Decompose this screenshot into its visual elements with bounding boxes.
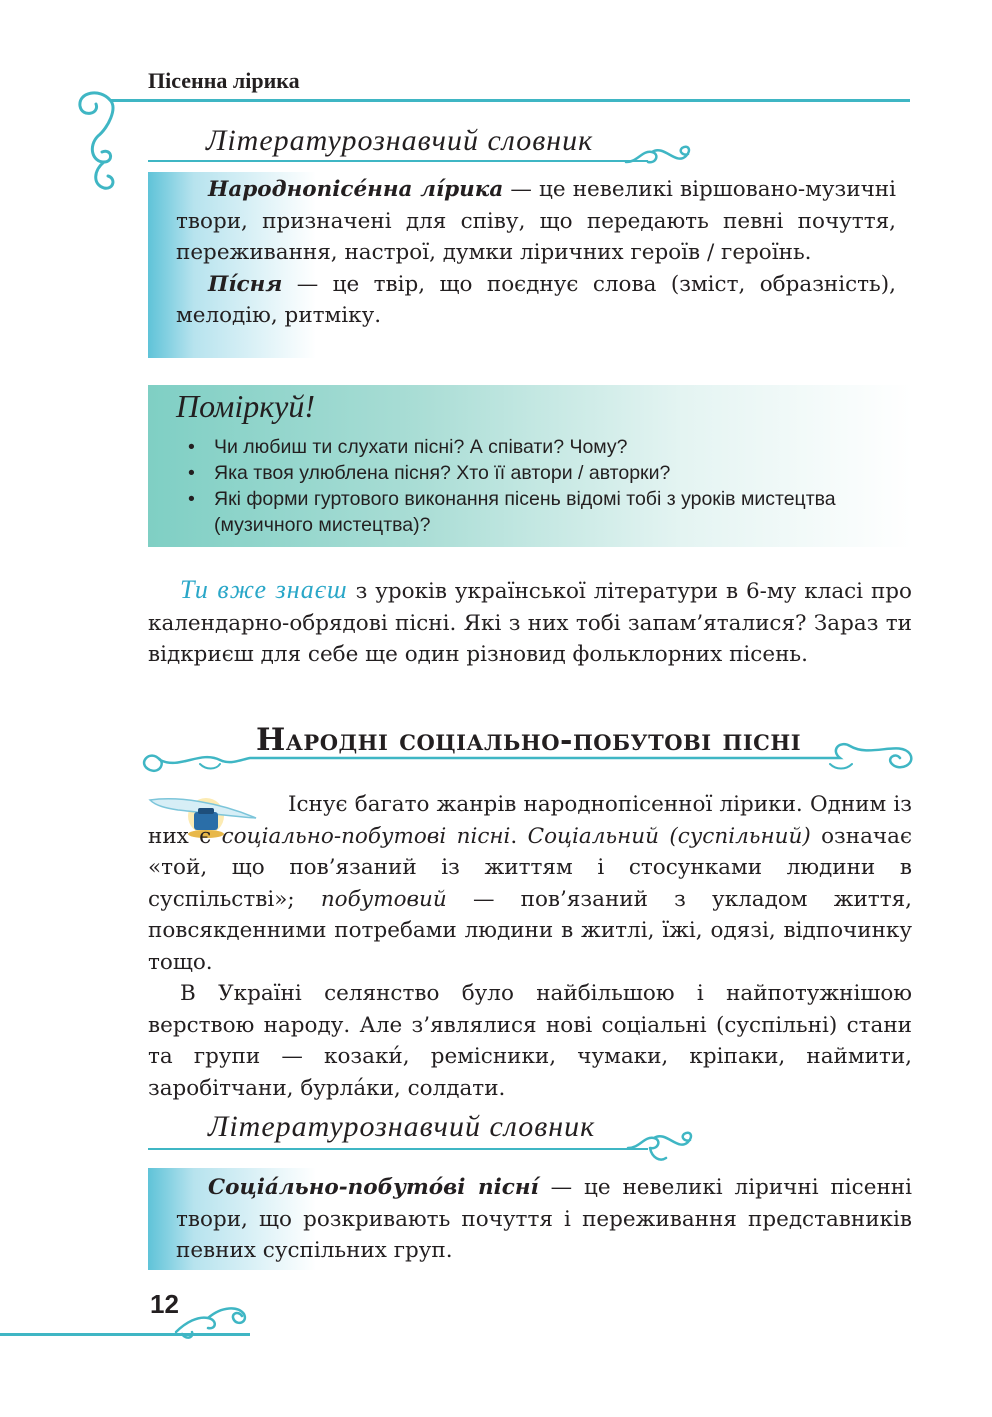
- section-divider-ornament: [140, 740, 920, 780]
- dictionary-title-rule-2: [148, 1148, 648, 1150]
- header-rule: [110, 99, 910, 102]
- dictionary-title-2: Літературознавчий словник: [208, 1110, 596, 1143]
- running-header: Пісенна лірика: [148, 68, 300, 93]
- main-p1-e: означає «той, що пов’язаний із життям і стосунками людини в суспільстві»;: [148, 823, 912, 912]
- main-p1-g: — пов’язаний з укладом життя, повсякденними потребами людини в житлі, їжі, одязі, відпочинку тощо.: [148, 886, 912, 975]
- dictionary-title: Літературознавчий словник: [206, 124, 594, 157]
- dictionary-title-rule: [148, 160, 648, 162]
- dictionary-definitions: [176, 174, 896, 332]
- definition-song: — це твір, що поєднує слова (зміст, образність), мелодію, ритміку.: [176, 271, 896, 328]
- think-question-list: [176, 434, 900, 538]
- footer-swirl-ornament: [172, 1296, 252, 1340]
- main-paragraph-2: В Україні селянство було найбільшою і найпотужнішою верствою народу. Але з’являлися нові соціальні (суспільні) стани та групи — козаки́, ремісники, чумаки, кріпаки, наймити, заробітчани, бурла́ки, солдати.: [148, 981, 912, 1101]
- page-number: 12: [150, 1289, 179, 1319]
- term-social-everyday-songs: Соціа́льно-побуто́ві пісні́: [208, 1175, 539, 1200]
- dictionary-definition-2: [176, 1172, 912, 1267]
- section-heading-cap: Н: [256, 722, 286, 758]
- main-p1-everyday: побутовий: [320, 886, 447, 912]
- main-text: [148, 789, 912, 1104]
- term-folk-song-lyric: Народнопісе́нна лі́рика: [208, 177, 504, 202]
- definition-folk-song-lyric: — це невеликі віршовано-музичні твори, призначені для співу, що передають певні почуття, переживання, настрої, думки ліричних героїв / героїнь.: [176, 177, 896, 265]
- definition-social-everyday-songs: — це невеликі ліричні пісенні твори, що розкривають почуття і переживання представників певних суспільних груп.: [176, 1175, 912, 1263]
- swirl-ornament-icon: [624, 140, 699, 172]
- main-p1-social: Соціальний (суспільний): [527, 823, 811, 849]
- intro-text: з уроків української літератури в 6-му класі про календарно-обрядові пісні. Які з них тобі запам’яталися? Зараз ти відкриєш для себе ще один різновид фольклорних пісень.: [148, 579, 912, 667]
- main-p1-term: соціально-побутові пісні: [221, 823, 511, 849]
- swirl-ornament-icon: [626, 1126, 701, 1166]
- main-p1-a: Існує багато жанрів народнопісенної лірики. Одним із них є: [148, 792, 912, 849]
- intro-paragraph: [148, 574, 912, 671]
- you-already-know-lead: Ти вже знаєш: [180, 575, 348, 604]
- term-song: Пі́сня: [208, 271, 283, 297]
- think-question: • Чи любиш ти слухати пісні? А співати? Чому?: [176, 434, 900, 460]
- think-question: • Які форми гуртового виконання пісень відомі тобі з уроків мистецтва (музичного мистецтва)?: [176, 486, 900, 538]
- think-question: • Яка твоя улюблена пісня? Хто її автори / авторки?: [176, 460, 900, 486]
- main-p1-c: .: [510, 823, 528, 849]
- think-title: Поміркуй!: [176, 388, 316, 424]
- corner-flourish-ornament: [70, 88, 130, 193]
- section-heading-rest: ародні соціально-побутові пісні: [285, 723, 802, 758]
